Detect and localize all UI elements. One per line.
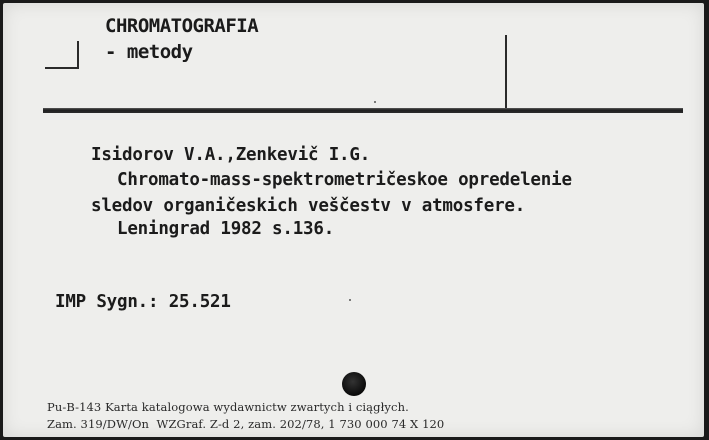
- card-footer-line-2: Zam. 319/DW/On WZGraf. Z-d 2, zam. 202/78, 1 730 000 74 X 120: [47, 417, 445, 431]
- entry-title-line-2: sledov organičeskich veščestv v atmosfere.: [91, 196, 526, 216]
- entry-imprint: Leningrad 1982 s.136.: [117, 219, 335, 239]
- card-footer-line-1: Pu-B-143 Karta katalogowa wydawnictw zwartych i ciągłych.: [47, 400, 409, 414]
- call-number: IMP Sygn.: 25.521: [55, 292, 231, 312]
- header-rule: [43, 108, 683, 113]
- paper-speck: [374, 101, 376, 103]
- subject-subheading: - metody: [105, 41, 193, 63]
- punch-hole: [342, 372, 366, 396]
- left-horizontal-rule: [45, 67, 79, 69]
- catalog-card: [3, 3, 704, 437]
- entry-author: Isidorov V.A.,Zenkevič I.G.: [91, 145, 371, 165]
- subject-heading: CHROMATOGRAFIA: [105, 15, 259, 37]
- entry-title-line-1: Chromato-mass-spektrometričeskoe opredelenie: [117, 170, 572, 190]
- paper-speck: [349, 299, 351, 301]
- right-vertical-rule: [505, 35, 507, 109]
- left-vertical-rule: [77, 41, 79, 69]
